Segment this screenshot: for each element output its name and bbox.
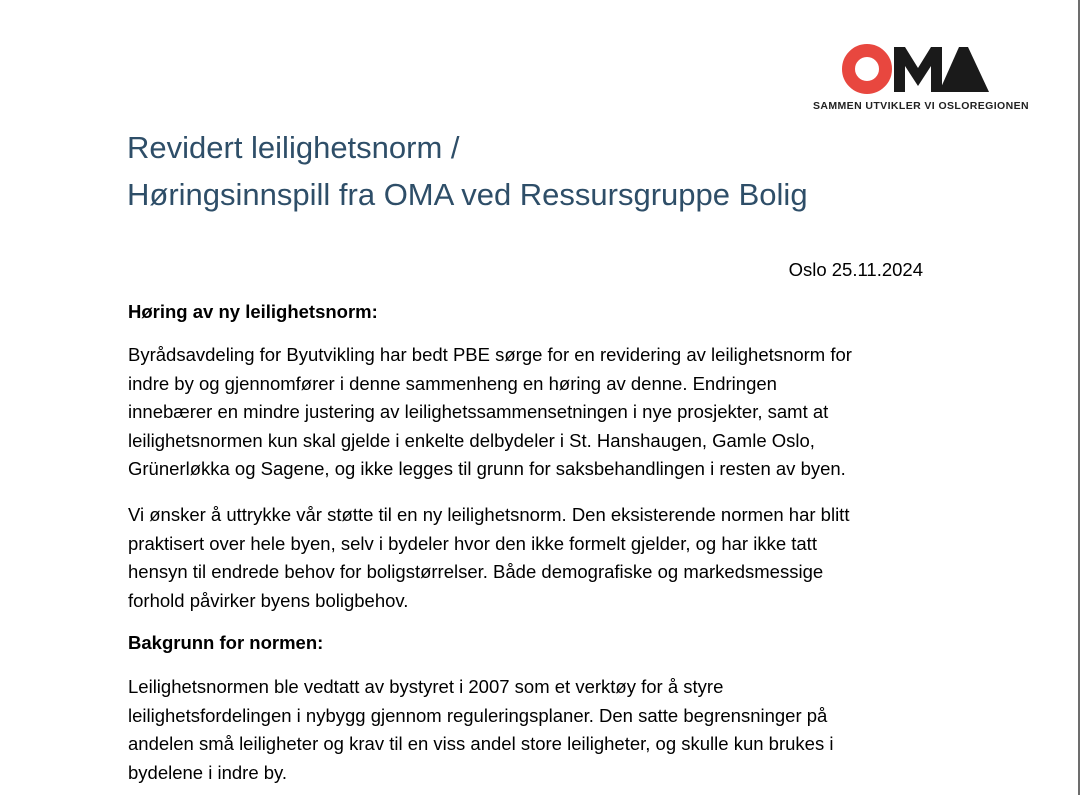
paragraph-line: innebærer en mindre justering av leilighetssammensetningen i nye prosjekter, samt at <box>128 401 829 422</box>
paragraph-line: Vi ønsker å uttrykke vår støtte til en ny leilighetsnorm. Den eksisterende normen har blitt <box>128 504 850 525</box>
logo-o-ring <box>849 51 886 88</box>
section-heading-bakgrunn: Bakgrunn for normen: <box>128 632 324 653</box>
paragraph-line: Leilighetsnormen ble vedtatt av bystyret i 2007 som et verktøy for å styre <box>128 676 724 697</box>
paragraph-line: leilighetsnormen kun skal gjelde i enkelte delbydeler i St. Hanshaugen, Gamle Oslo, <box>128 429 815 451</box>
paragraph-line: bydelene i indre by. <box>128 761 288 783</box>
paragraph-hoering-2 <box>128 501 988 615</box>
paragraph-line: Grünerløkka og Sagene, og ikke legges til grunn for saksbehandlingen i resten av byen. <box>128 458 846 479</box>
title-line-1: Revidert leilighetsnorm / <box>127 130 460 165</box>
paragraph-line: forhold påvirker byens boligbehov. <box>128 589 409 611</box>
logo-tagline: SAMMEN UTVIKLER VI OSLOREGIONEN <box>813 100 1029 112</box>
paragraph-line: leilighetsfordelingen i nybygg gjennom reguleringsplaner. Den satte begrensninger på <box>128 704 828 726</box>
paragraph-line: praktisert over hele byen, selv i bydeler hvor den ikke formelt gjelder, og har ikke tatt <box>128 532 817 554</box>
paragraph-hoering-1 <box>128 341 988 484</box>
paragraph-line: andelen små leiligheter og krav til en viss andel store leiligheter, og skulle kun brukes i <box>128 733 834 754</box>
logo-m-shape <box>894 47 942 92</box>
oma-logo <box>805 42 1029 117</box>
title-line-2: Høringsinnspill fra OMA ved Ressursgruppe Bolig <box>127 177 808 212</box>
document-date: Oslo 25.11.2024 <box>788 259 923 280</box>
paragraph-line: hensyn til endrede behov for boligstørrelser. Både demografiske og markedsmessige <box>128 561 824 582</box>
paragraph-line: indre by og gjennomfører i denne sammenheng en høring av denne. Endringen <box>128 372 777 394</box>
paragraph-line: Byrådsavdeling for Byutvikling har bedt PBE sørge for en revidering av leilighetsnorm for <box>128 344 852 365</box>
section-heading-hoering: Høring av ny leilighetsnorm: <box>128 301 378 322</box>
document-title <box>127 124 987 218</box>
logo-a-shape <box>939 47 989 92</box>
paragraph-bakgrunn-1 <box>128 673 988 787</box>
oma-logo-mark <box>842 42 992 98</box>
